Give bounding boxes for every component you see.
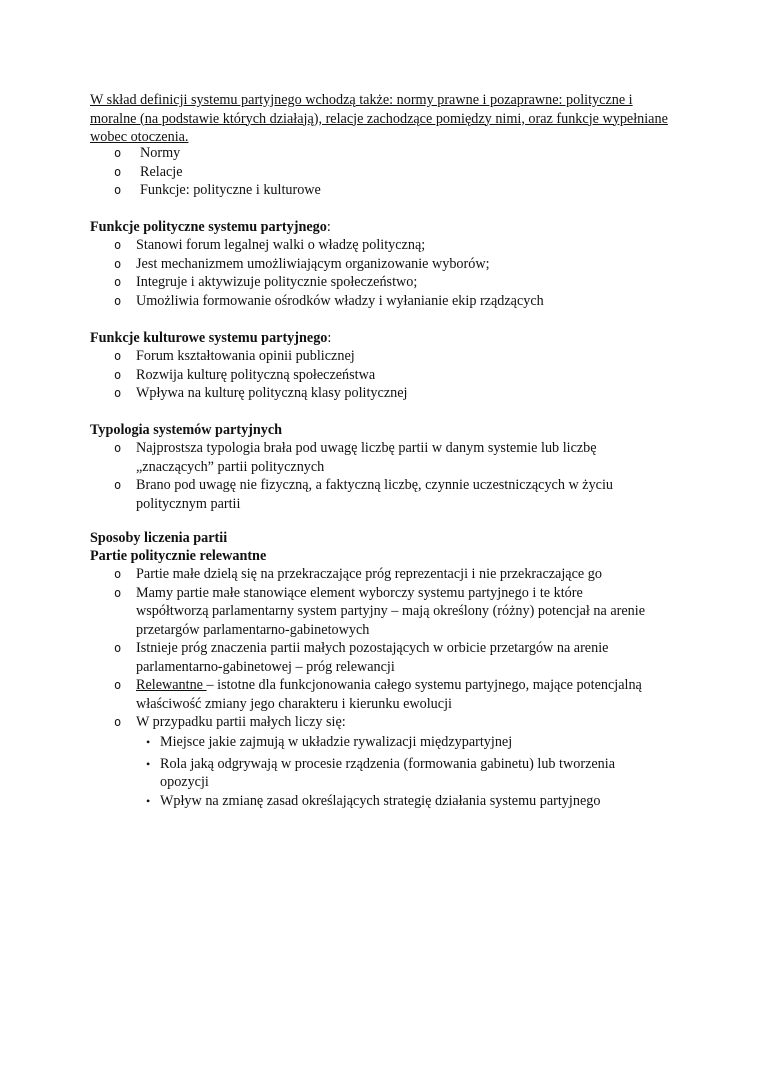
circle-bullet-icon: o — [114, 146, 122, 160]
bullet-icon: • — [146, 735, 151, 749]
relevant-term: Relewantne — [136, 677, 207, 693]
list-item: o Jest mechanizmem umożliwiającym organizowanie wyborów; — [114, 255, 490, 272]
list-item: • Rola jaką odgrywają w procesie rządzenia (formowania gabinetu) lub tworzenia opozycji — [146, 755, 615, 790]
section-subheading-relevant: Partie politycznie relewantne — [90, 548, 267, 564]
section-heading-cultural: Funkcje kulturowe systemu partyjnego: — [90, 330, 332, 346]
small-parties-list — [0, 733, 760, 810]
bullet-icon: • — [146, 756, 151, 771]
list-item: o W przypadku partii małych liczy się: — [114, 714, 346, 730]
circle-bullet-icon: o — [114, 641, 122, 655]
list-item: o Mamy partie małe stanowiące element wyborczy systemu partyjnego i te które współtworzą parlamentarny system partyjny – mają określony (różny) potencjał na arenie przetargów parlamentarno-gabinetowych — [114, 584, 645, 638]
section-heading-counting: Sposoby liczenia partii — [90, 530, 228, 546]
circle-bullet-icon: o — [114, 293, 122, 308]
circle-bullet-icon: o — [114, 715, 122, 729]
list-item: o Brano pod uwagę nie fizyczną, a faktyczną liczbę, czynnie uczestniczących w życiu politycznym partii — [114, 477, 614, 512]
typology-list — [0, 439, 760, 513]
list-item: o Relacje — [114, 163, 183, 180]
list-item: o Umożliwia formowanie ośrodków władzy i wyłanianie ekip rządzących — [114, 292, 544, 309]
circle-bullet-icon: o — [114, 585, 122, 600]
list-item: o Partie małe dzielą się na przekraczające próg reprezentacji i nie przekraczające go — [114, 566, 602, 582]
circle-bullet-icon: o — [114, 275, 122, 289]
political-functions-list — [0, 236, 760, 310]
circle-bullet-icon: o — [114, 678, 122, 692]
list-item: o Forum kształtowania opinii publicznej — [114, 348, 355, 364]
intro-list — [0, 144, 760, 200]
list-item: o Relewantne – istotne dla funkcjonowania całego systemu partyjnego, mające potencjalną właściwość zmiany jego charakteru i kierunku ewolucji — [114, 677, 642, 712]
list-item: o Istnieje próg znaczenia partii małych pozostających w orbicie przetargów na arenie parlamentarno-gabinetowej – próg relewancji — [114, 640, 609, 675]
circle-bullet-icon: o — [114, 441, 122, 455]
circle-bullet-icon: o — [114, 386, 122, 400]
circle-bullet-icon: o — [114, 256, 122, 271]
circle-bullet-icon: o — [114, 183, 122, 197]
circle-bullet-icon: o — [114, 367, 122, 382]
list-item: • Wpływ na zmianę zasad określających strategię działania systemu partyjnego — [146, 792, 601, 809]
list-item: o Stanowi forum legalnej walki o władzę polityczną; — [114, 237, 426, 253]
list-item: • Miejsce jakie zajmują w układzie rywalizacji międzypartyjnej — [146, 734, 513, 750]
bullet-icon: • — [146, 793, 151, 808]
section-heading-typology: Typologia systemów partyjnych — [90, 422, 283, 438]
circle-bullet-icon: o — [114, 567, 122, 581]
section-heading-political: Funkcje polityczne systemu partyjnego: — [90, 219, 331, 235]
list-item: o Normy — [114, 145, 181, 161]
list-item: o Rozwija kulturę polityczną społeczeństwa — [114, 366, 376, 383]
intro-paragraph: W skład definicji systemu partyjnego wchodzą także: normy prawne i pozaprawne: polityczne i moralne (na podstawie których działają), relacje zachodzące pomiędzy nimi, oraz funkcje wypełniane wobec otoczenia. — [90, 92, 668, 145]
cultural-functions-list — [0, 347, 760, 403]
list-item: o Wpływa na kulturę polityczną klasy politycznej — [114, 385, 408, 401]
circle-bullet-icon: o — [114, 238, 122, 252]
list-item: o Integruje i aktywizuje politycznie społeczeństwo; — [114, 274, 418, 290]
list-item: o Najprostsza typologia brała pod uwagę liczbę partii w danym systemie lub liczbę „znaczących” partii politycznych — [114, 440, 597, 475]
list-item: o Funkcje: polityczne i kulturowe — [114, 182, 321, 198]
counting-list — [0, 565, 760, 732]
circle-bullet-icon: o — [114, 478, 122, 492]
circle-bullet-icon: o — [114, 349, 122, 363]
circle-bullet-icon: o — [114, 164, 122, 179]
